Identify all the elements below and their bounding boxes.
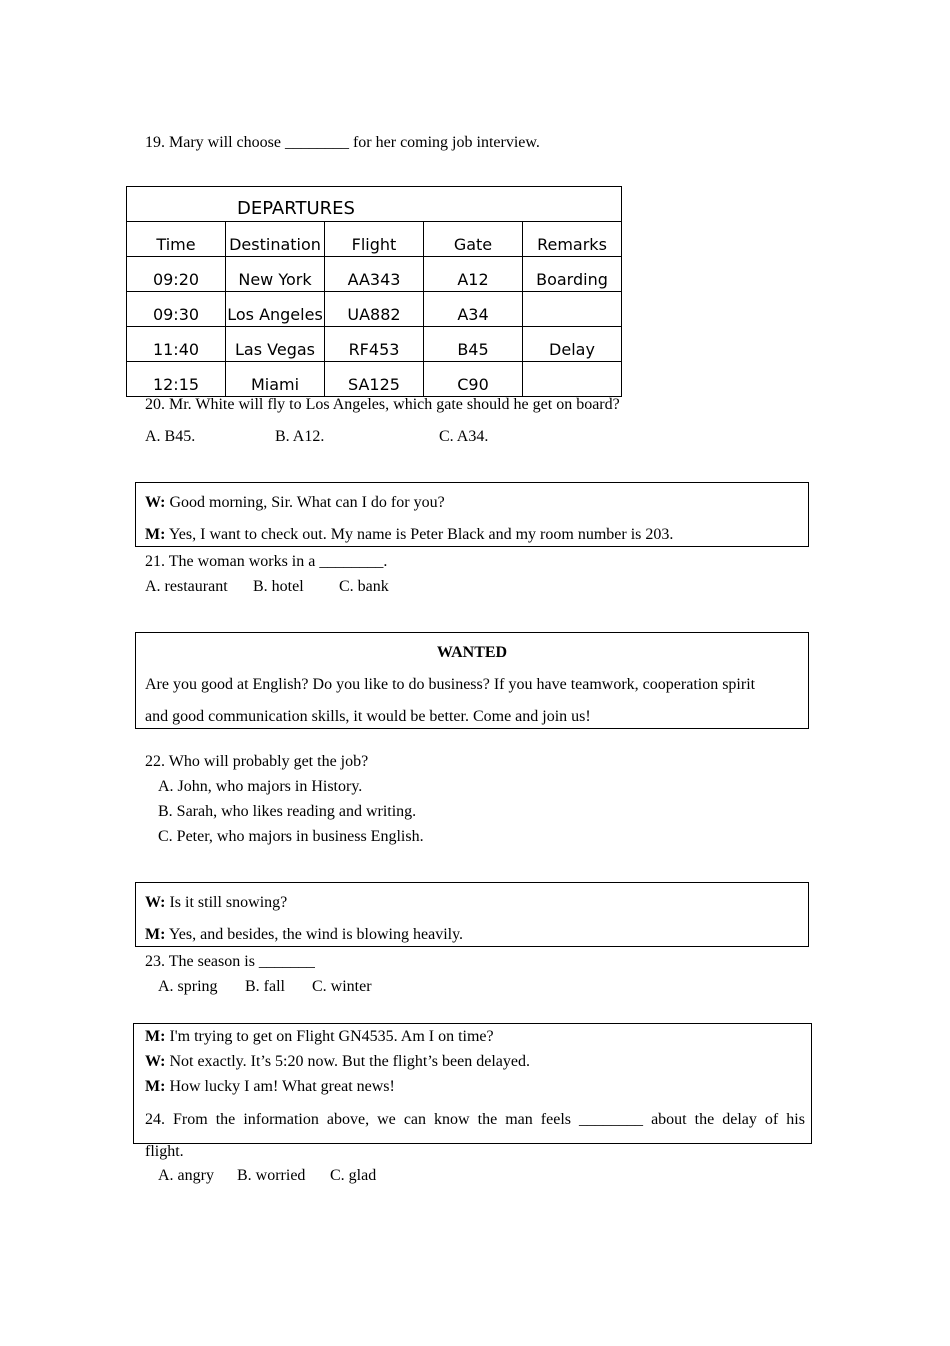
- option-a: A. spring: [158, 978, 218, 995]
- option-a: A. restaurant: [145, 578, 228, 595]
- header-destination: Destination: [226, 222, 325, 257]
- cell-remarks: Boarding: [523, 257, 622, 292]
- cell-gate: B45: [424, 327, 523, 362]
- option-b: B. worried: [237, 1167, 306, 1184]
- cell-remarks: [523, 292, 622, 327]
- wanted-text: and good communication skills, it would be better. Come and join us!: [145, 708, 591, 725]
- question-23: 23. The season is _______: [145, 953, 315, 970]
- speaker-label: M:: [145, 1028, 166, 1045]
- dialog-line: [145, 893, 287, 913]
- q24-word: about: [651, 1111, 687, 1128]
- dialog-line: [145, 525, 673, 545]
- q24-word: delay: [722, 1111, 757, 1128]
- q24-word: we: [377, 1111, 396, 1128]
- q24-word: the: [477, 1111, 498, 1128]
- cell-time: 11:40: [127, 327, 226, 362]
- option-a: A. angry: [158, 1167, 214, 1184]
- q24-word: his: [786, 1111, 805, 1128]
- option-c: C. glad: [330, 1167, 377, 1184]
- dialog-line: [145, 1077, 395, 1097]
- speaker-label: M:: [145, 926, 166, 943]
- cell-flight: AA343: [325, 257, 424, 292]
- table-row: [127, 257, 622, 292]
- header-gate: Gate: [424, 222, 523, 257]
- speaker-label: M:: [145, 526, 166, 543]
- option-b: B. hotel: [253, 578, 304, 595]
- option-a: A. John, who majors in History.: [158, 778, 363, 795]
- question-20: 20. Mr. White will fly to Los Angeles, which gate should he get on board?: [145, 396, 620, 413]
- dialog-text: Good morning, Sir. What can I do for you?: [165, 494, 445, 511]
- q24-word: the: [694, 1111, 715, 1128]
- q24-word: 24.: [145, 1111, 165, 1128]
- q24-word: information: [243, 1111, 319, 1128]
- cell-gate: A34: [424, 292, 523, 327]
- speaker-label: W:: [145, 1053, 166, 1070]
- table-row: [127, 292, 622, 327]
- q24-word: man: [505, 1111, 533, 1128]
- speaker-label: W:: [145, 494, 166, 511]
- option-b: B. fall: [245, 978, 285, 995]
- dialog-text: Not exactly. It’s 5:20 now. But the flight’s been delayed.: [165, 1053, 530, 1070]
- question-19: 19. Mary will choose ________ for her coming job interview.: [145, 134, 540, 151]
- option-a: A. B45.: [145, 428, 196, 445]
- cell-gate: A12: [424, 257, 523, 292]
- departures-table: [126, 186, 622, 397]
- q24-blank: ________: [579, 1111, 644, 1128]
- dialog-line: [145, 925, 463, 945]
- speaker-label: M:: [145, 1078, 166, 1095]
- question-21: 21. The woman works in a ________.: [145, 553, 388, 570]
- dialog-text: I'm trying to get on Flight GN4535. Am I on time?: [165, 1028, 494, 1045]
- option-c: C. bank: [339, 578, 389, 595]
- q24-word: of: [764, 1111, 779, 1128]
- dialog-text: Is it still snowing?: [165, 894, 288, 911]
- cell-remarks: [523, 362, 622, 397]
- option-c: C. Peter, who majors in business English.: [158, 828, 424, 845]
- cell-flight: UA882: [325, 292, 424, 327]
- question-24-continued: flight.: [145, 1143, 184, 1160]
- question-22: 22. Who will probably get the job?: [145, 753, 369, 770]
- cell-destination: Los Angeles: [226, 292, 325, 327]
- cell-time: 12:15: [127, 362, 226, 397]
- q24-word: can: [403, 1111, 427, 1128]
- dialog-text: Yes, and besides, the wind is blowing heavily.: [165, 926, 464, 943]
- table-row: [127, 327, 622, 362]
- cell-time: 09:20: [127, 257, 226, 292]
- cell-destination: New York: [226, 257, 325, 292]
- dialog-text: How lucky I am! What great news!: [165, 1078, 395, 1095]
- speaker-label: W:: [145, 894, 166, 911]
- cell-destination: Las Vegas: [226, 327, 325, 362]
- q24-word: feels: [540, 1111, 571, 1128]
- cell-time: 09:30: [127, 292, 226, 327]
- dialog-text: Yes, I want to check out. My name is Peter Black and my room number is 203.: [165, 526, 674, 543]
- option-b: B. Sarah, who likes reading and writing.: [158, 803, 417, 820]
- table-row: [127, 362, 622, 397]
- cell-flight: RF453: [325, 327, 424, 362]
- cell-flight: SA125: [325, 362, 424, 397]
- departures-title: DEPARTURES: [127, 187, 622, 222]
- q24-word: the: [215, 1111, 236, 1128]
- header-time: Time: [127, 222, 226, 257]
- header-flight: Flight: [325, 222, 424, 257]
- dialog-line: [145, 1052, 530, 1072]
- cell-gate: C90: [424, 362, 523, 397]
- q24-word: From: [173, 1111, 208, 1128]
- cell-remarks: Delay: [523, 327, 622, 362]
- header-remarks: Remarks: [523, 222, 622, 257]
- dialog-line: [145, 1027, 494, 1047]
- wanted-text: Are you good at English? Do you like to do business? If you have teamwork, cooperation spirit: [145, 676, 756, 693]
- q24-word: know: [434, 1111, 470, 1128]
- q24-word: above,: [326, 1111, 370, 1128]
- dialog-line: [145, 493, 445, 513]
- cell-destination: Miami: [226, 362, 325, 397]
- option-c: C. winter: [312, 978, 372, 995]
- question-24: [145, 1110, 805, 1130]
- option-c: C. A34.: [439, 428, 489, 445]
- option-b: B. A12.: [275, 428, 325, 445]
- wanted-title: WANTED: [436, 644, 508, 661]
